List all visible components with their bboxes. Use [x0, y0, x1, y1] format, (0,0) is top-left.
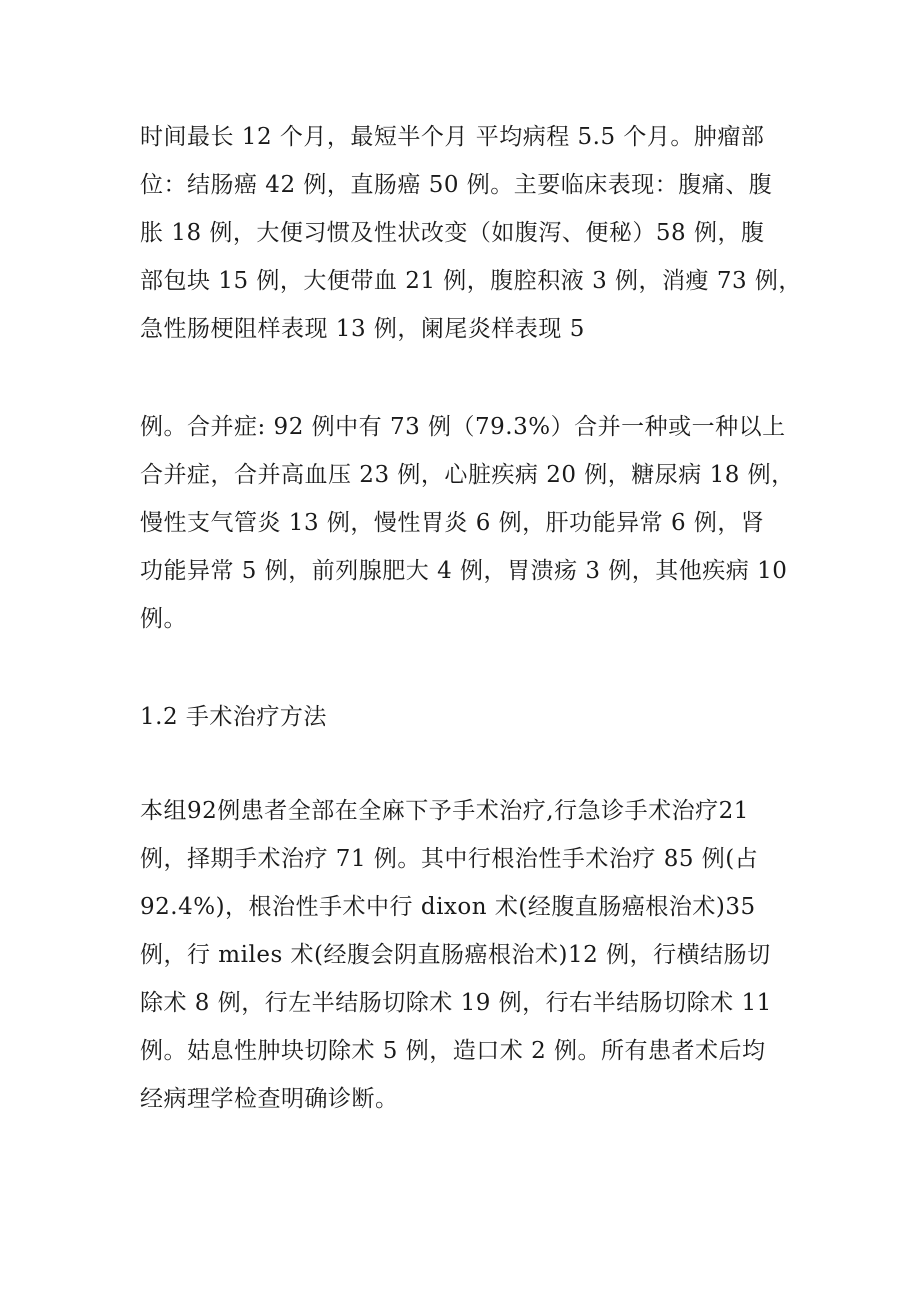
- text-line: 92.4%)，根治性手术中行 dixon 术(经腹直肠癌根治术)35: [140, 894, 756, 920]
- text-line: 经病理学检查明确诊断。: [140, 1086, 399, 1112]
- text-line: 合并症，合并高血压 23 例，心脏疾病 20 例，糖尿病 18 例，: [140, 462, 795, 488]
- text-line: 例。: [140, 606, 187, 632]
- text-line: 慢性支气管炎 13 例，慢性胃炎 6 例，肝功能异常 6 例，肾: [140, 510, 765, 536]
- text-line: 本组92例患者全部在全麻下予手术治疗,行急诊手术治疗21: [140, 798, 749, 824]
- text-line: 除术 8 例，行左半结肠切除术 19 例，行右半结肠切除术 11: [140, 990, 772, 1016]
- text-line: 部包块 15 例，大便带血 21 例，腹腔积液 3 例，消瘦 73 例，: [140, 268, 802, 294]
- text-line: 例，行 miles 术(经腹会阴直肠癌根治术)12 例，行横结肠切: [140, 942, 771, 968]
- text-line: 急性肠梗阻样表现 13 例，阑尾炎样表现 5: [140, 316, 585, 342]
- text-line: 时间最长 12 个月，最短半个月 平均病程 5.5 个月。肿瘤部: [140, 124, 765, 150]
- text-line: 位：结肠癌 42 例，直肠癌 50 例。主要临床表现：腹痛、腹: [140, 172, 773, 198]
- paragraph-clinical-presentation: [140, 113, 800, 353]
- text-line: 功能异常 5 例，前列腺肥大 4 例，胃溃疡 3 例，其他疾病 10: [140, 558, 788, 584]
- text-line: 例，择期手术治疗 71 例。其中行根治性手术治疗 85 例(占: [140, 846, 759, 872]
- paragraph-comorbidities: [140, 403, 800, 643]
- paragraph-surgical-treatment: [140, 787, 800, 1123]
- text-line: 例。合并症: 92 例中有 73 例（79.3%）合并一种或一种以上: [140, 414, 786, 440]
- text-line: 胀 18 例，大便习惯及性状改变（如腹泻、便秘）58 例，腹: [140, 220, 765, 246]
- section-heading: 1.2 手术治疗方法: [140, 704, 327, 730]
- text-line: 例。姑息性肿块切除术 5 例，造口术 2 例。所有患者术后均: [140, 1038, 766, 1064]
